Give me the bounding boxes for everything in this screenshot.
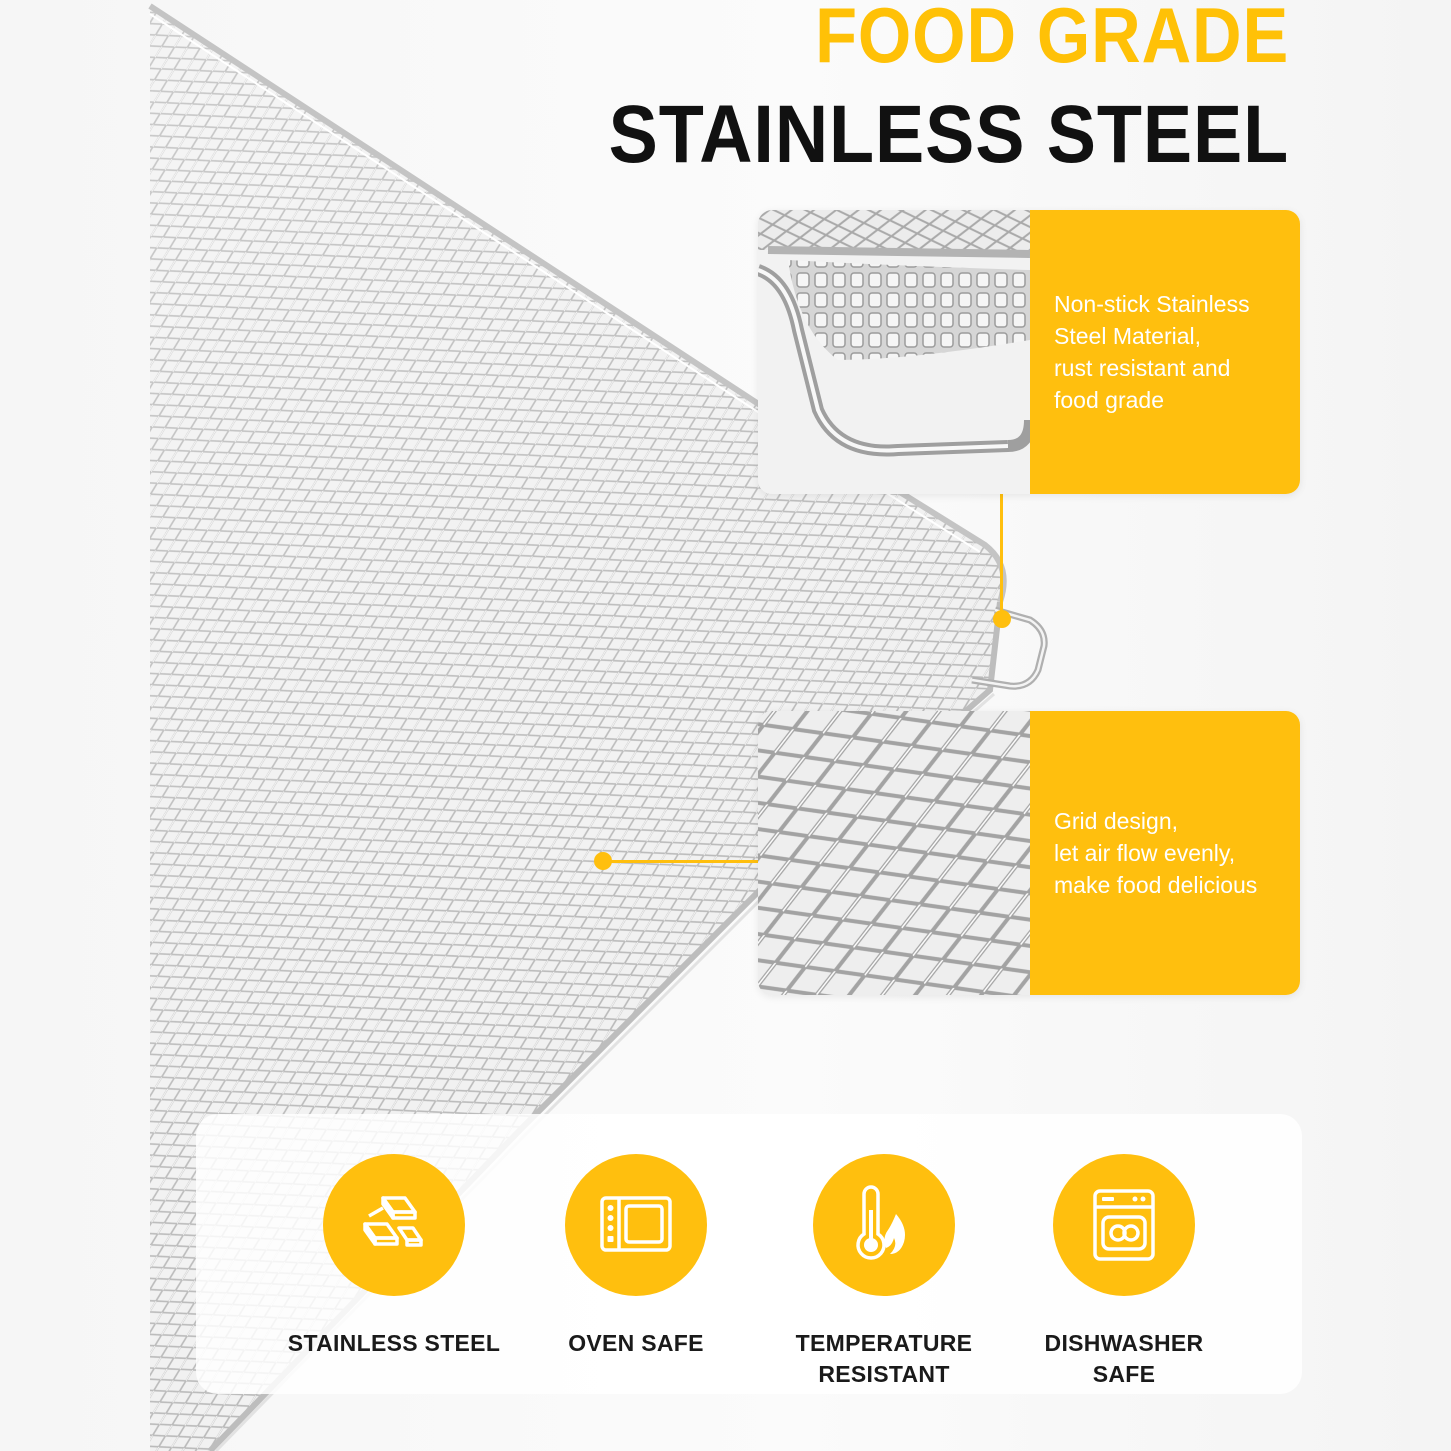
callout-grid [758,711,1300,995]
feature-oven-safe [516,1154,756,1359]
callout-grid-line: Grid design, [1054,808,1179,834]
callout-material-text [1030,288,1260,416]
callout-material-line: rust resistant and [1054,355,1231,381]
headline-stainless-steel: STAINLESS STEEL [608,89,1289,180]
callout-grid-text [1030,805,1267,901]
feature-dishwasher-safe [1004,1154,1244,1390]
dishwasher-icon [1089,1185,1159,1265]
thermometer-flame-icon [848,1184,920,1266]
callout-material [758,210,1300,494]
feature-label [516,1328,756,1359]
feature-circle [323,1154,465,1296]
feature-label-line: RESISTANT [818,1361,950,1387]
feature-circle [1053,1154,1195,1296]
feature-label [1004,1328,1244,1390]
feature-circle [565,1154,707,1296]
gold-bars-icon [353,1184,435,1266]
callout-material-line: Steel Material, [1054,323,1202,349]
callout-grid-panel [1030,711,1300,995]
feature-label-line: TEMPERATURE [795,1330,973,1356]
feature-label [274,1328,514,1359]
oven-icon [597,1186,675,1264]
callout-material-line: food grade [1054,387,1164,413]
callout-grid-line: let air flow evenly, [1054,840,1236,866]
feature-stainless-steel [274,1154,514,1359]
feature-label-line: SAFE [1092,1361,1156,1387]
callout-grid-line: make food delicious [1054,872,1258,898]
headline-food-grade: FOOD GRADE [814,0,1289,79]
handle-closeup-photo [758,210,1030,494]
connector-line-top [1000,494,1003,620]
feature-label-line: OVEN SAFE [568,1330,704,1356]
feature-strip [196,1114,1302,1394]
callout-material-line: Non-stick Stainless [1054,291,1250,317]
headline [533,0,1289,180]
feature-label-line: STAINLESS STEEL [287,1330,501,1356]
feature-label [764,1328,1004,1390]
grid-closeup-photo [758,711,1030,995]
connector-line-middle [605,860,758,863]
feature-label-line: DISHWASHER [1044,1330,1204,1356]
feature-circle [813,1154,955,1296]
connector-dot-top [993,610,1011,628]
feature-temperature-resistant [764,1154,1004,1390]
connector-dot-middle [594,852,612,870]
callout-material-panel [1030,210,1300,494]
